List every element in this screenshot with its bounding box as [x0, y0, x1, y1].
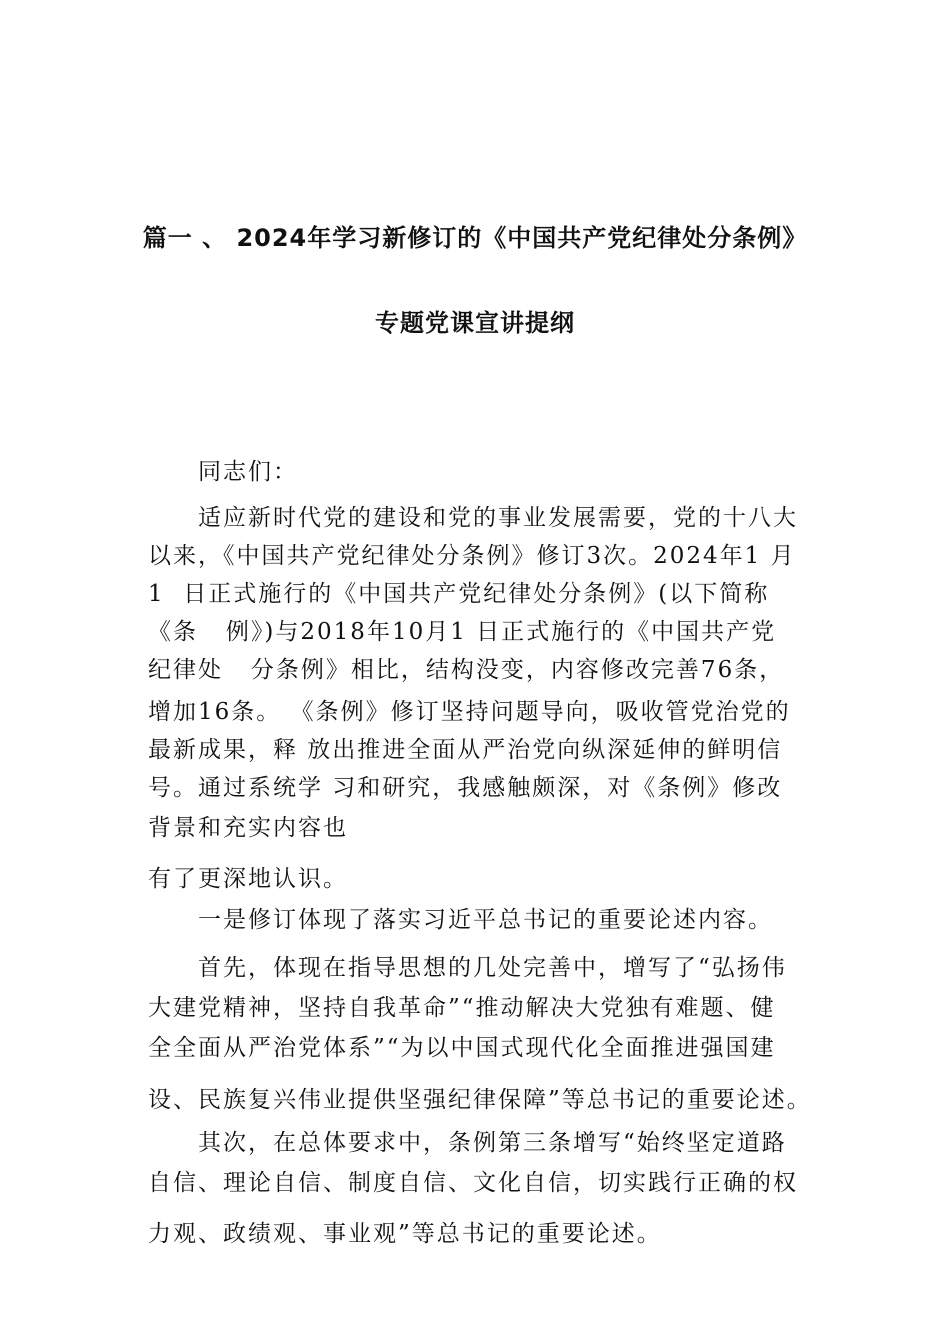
paragraph-line: 背景和充实内容也	[148, 815, 348, 841]
paragraph-line: 《条 例》)与2018年10月1 日正式施行的《中国共产党	[148, 619, 777, 645]
paragraph-line: 适应新时代党的建设和党的事业发展需要，党的十八大	[198, 505, 798, 531]
paragraph-line: 设、民族复兴伟业提供坚强纪律保障”等总书记的重要论述。	[148, 1087, 812, 1113]
document-title: 篇一 、 2024年学习新修订的《中国共产党纪律处分条例》	[142, 224, 808, 252]
paragraph-line: 力观、政绩观、事业观”等总书记的重要论述。	[148, 1221, 662, 1247]
paragraph-line: 首先，体现在指导思想的几处完善中，增写了“弘扬伟	[198, 955, 787, 981]
paragraph-line: 全全面从严治党体系”“为以中国式现代化全面推进强国建	[148, 1035, 776, 1061]
paragraph-line: 以来，《中国共产党纪律处分条例》修订3次。2024年1 月	[148, 543, 796, 569]
section-heading-line: 一是修订体现了落实习近平总书记的重要论述内容。	[198, 907, 773, 933]
paragraph-line: 1 日正式施行的《中国共产党纪律处分条例》(以下简称	[148, 581, 770, 607]
paragraph-line: 其次，在总体要求中，条例第三条增写“始终坚定道路	[198, 1130, 787, 1156]
paragraph-line: 大建党精神，坚持自我革命”“推动解决大党独有难题、健	[148, 995, 776, 1021]
document-subtitle: 专题党课宣讲提纲	[375, 309, 575, 337]
paragraph-line: 纪律处 分条例》相比，结构没变，内容修改完善76条，	[148, 657, 785, 683]
salutation: 同志们：	[198, 459, 298, 485]
paragraph-line: 增加16条。 《条例》修订坚持问题导向，吸收管党治党的	[148, 699, 791, 725]
paragraph-line: 自信、理论自信、制度自信、文化自信，切实践行正确的权	[148, 1170, 798, 1196]
paragraph-line: 有了更深地认识。	[148, 866, 348, 892]
paragraph-line: 最新成果，释 放出推进全面从严治党向纵深延伸的鲜明信	[148, 737, 783, 763]
paragraph-line: 号。通过系统学 习和研究，我感触颇深，对《条例》修改	[148, 775, 783, 801]
